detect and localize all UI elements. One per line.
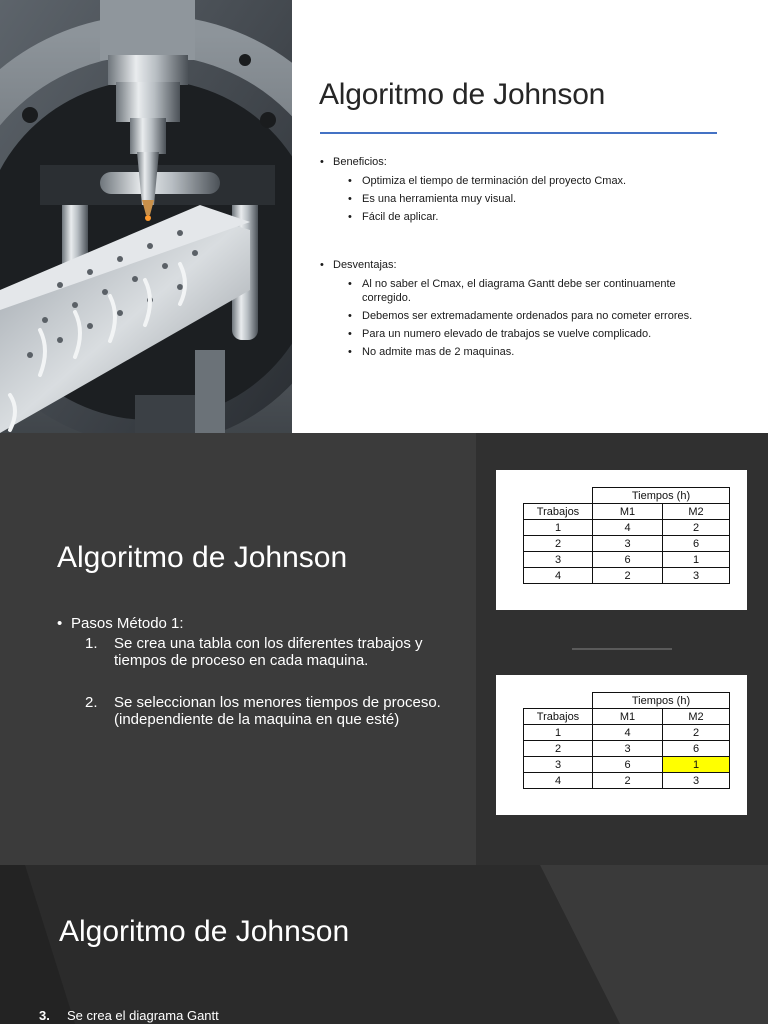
table-cell: 1 [524, 725, 593, 741]
table-header-cell: M1 [593, 709, 663, 725]
list-item: • Debemos ser extremadamente ordenados para no cometer errores. [348, 309, 720, 323]
list-item: • No admite mas de 2 maquinas. [348, 345, 720, 359]
step-number: 3. [39, 1008, 50, 1023]
highlighted-times-table [523, 692, 730, 789]
table-cell: 6 [663, 741, 730, 757]
step-item [57, 694, 457, 728]
list-item: • Para un numero elevado de trabajos se vuelve complicado. [348, 327, 720, 341]
cnc-machine-photo [0, 0, 292, 433]
slide-title: Algoritmo de Johnson [57, 541, 348, 574]
slide-2 [0, 433, 768, 865]
table-cell: 3 [663, 568, 730, 584]
table-cell: 2 [593, 568, 663, 584]
step-number: 1. [85, 635, 98, 652]
table-header-cell: M2 [663, 504, 730, 520]
list-item: • Al no saber el Cmax, el diagrama Gantt debe ser continuamente corregido. [348, 277, 720, 305]
title-underline [320, 132, 717, 134]
table-row [524, 741, 730, 757]
table-cell: 2 [524, 741, 593, 757]
highlighted-table-card [496, 675, 747, 815]
benefits-heading: • Beneficios: [320, 155, 720, 169]
table-row [524, 568, 730, 584]
slide-1 [0, 0, 768, 433]
table-row [524, 725, 730, 741]
steps-heading: • Pasos Método 1: [57, 615, 457, 632]
slide-3 [0, 865, 768, 1024]
times-table [523, 487, 730, 584]
disadvantages-list [348, 277, 720, 359]
table-row [524, 536, 730, 552]
step-text: Se crea el diagrama Gantt [67, 1008, 219, 1023]
table-row [524, 520, 730, 536]
table-cell: 2 [663, 520, 730, 536]
highlighted-min-cell: 1 [663, 757, 730, 773]
table-header-cell: M2 [663, 709, 730, 725]
table-header-cell: M1 [593, 504, 663, 520]
disadvantages-heading: • Desventajas: [320, 258, 720, 272]
table-header-cell: Trabajos [524, 504, 593, 520]
table-cell: 4 [593, 725, 663, 741]
table-cell: 2 [593, 773, 663, 789]
steps-list [57, 615, 457, 728]
table-cell: 4 [524, 773, 593, 789]
table-cell: 3 [593, 741, 663, 757]
list-item: • Fácil de aplicar. [348, 210, 720, 224]
table-cell: 2 [524, 536, 593, 552]
slide-title: Algoritmo de Johnson [59, 915, 350, 948]
table-cell: 6 [663, 536, 730, 552]
table-cell: 3 [663, 773, 730, 789]
panel-divider [572, 648, 672, 650]
table-group-header: Tiempos (h) [593, 488, 730, 504]
step-number: 2. [85, 694, 98, 711]
benefits-disadvantages-list [320, 155, 720, 363]
table-cell: 3 [524, 757, 593, 773]
step-text: Se crea una tabla con los diferentes trabajos y tiempos de proceso en cada maquina. [114, 635, 423, 669]
table-header-row [524, 504, 730, 520]
table-cell: 6 [593, 757, 663, 773]
table-header-row [524, 709, 730, 725]
step-item [57, 635, 457, 669]
benefits-list [348, 174, 720, 224]
table-cell: 2 [663, 725, 730, 741]
table-cell: 6 [593, 552, 663, 568]
table-cell: 4 [593, 520, 663, 536]
table-cell: 3 [593, 536, 663, 552]
slide-title: Algoritmo de Johnson [319, 78, 606, 111]
table-cell: 1 [663, 552, 730, 568]
table-cell: 4 [524, 568, 593, 584]
times-table-card [496, 470, 747, 610]
table-group-header: Tiempos (h) [593, 693, 730, 709]
table-row [524, 757, 730, 773]
table-header-cell: Trabajos [524, 709, 593, 725]
step-item [39, 1008, 219, 1023]
step-text: Se seleccionan los menores tiempos de proceso. (independiente de la maquina en que esté) [114, 694, 441, 728]
list-item: • Es una herramienta muy visual. [348, 192, 720, 206]
list-item: • Optimiza el tiempo de terminación del proyecto Cmax. [348, 174, 720, 188]
table-row [524, 773, 730, 789]
table-row [524, 552, 730, 568]
table-cell: 3 [524, 552, 593, 568]
table-cell: 1 [524, 520, 593, 536]
